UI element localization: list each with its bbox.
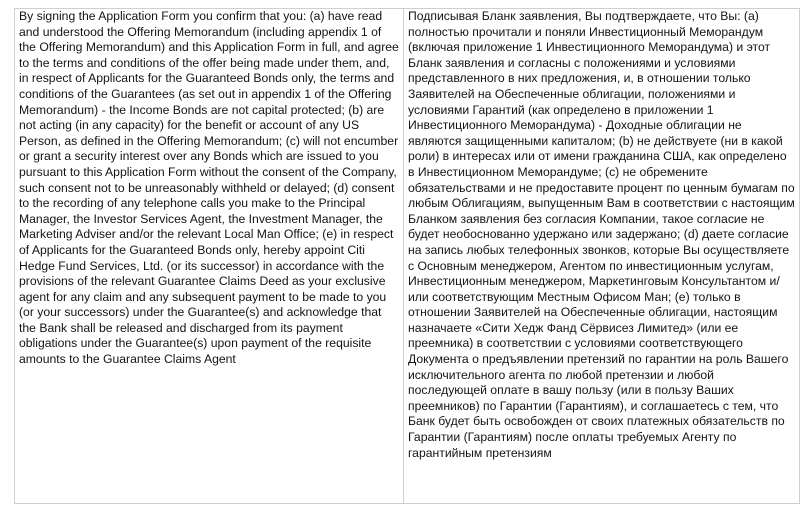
bilingual-terms-table [14,8,800,504]
english-terms-cell: By signing the Application Form you confirm that you: (a) have read and understood the Offering Memorandum (including appendix 1 of the Offering Memorandum) and this Application Form in full, and agree to the terms and conditions of the offer being made under them, and, in respect of Applicants for the Guaranteed Bonds only, the terms and conditions of the Guarantees (as set out in appendix 1 of the Offering Memorandum) - the Income Bonds are not capital protected; (b) are not acting (in any capacity) for the benefit or account of any US Person, as defined in the Offering Memorandum; (c) will not encumber or grant a security interest over any Bonds which are issued to you pursuant to this Application Form without the consent of the Company, such consent not to be unreasonably withheld or delayed; (d) consent to the recording of any telephone calls you make to the Principal Manager, the Investor Services Agent, the Investment Manager, the Marketing Adviser and/or the relevant Local Man Office; (e) in respect of Applicants for the Guaranteed Bonds only, hereby appoint Citi Hedge Fund Services, Ltd. (or its successor) in accordance with the provisions of the relevant Guarantee Claims Deed as your exclusive agent for any claim and any subsequent payment to be made to you (or your successors) under the Guarantee(s) and acknowledge that the Bank shall be released and discharged from its payment obligations under the Guarantee(s) upon payment of the requisite amounts to the Guarantee Claims Agent [15,9,404,504]
table-row [15,9,800,504]
russian-terms-cell: Подписывая Бланк заявления, Вы подтверждаете, что Вы: (a) полностью прочитали и поняли Инвестиционный Меморандум (включая приложение 1 Инвестиционного Меморандума) и этот Бланк заявления и согласны с положениями и условиями представленного в них предложения, и, в отношении только Заявителей на Обеспеченные облигации, положениями и условиями Гарантий (как определено в приложении 1 Инвестиционного Меморандума) - Доходные облигации не являются защищенными капиталом; (b) не действуете (ни в какой роли) в интересах или от имени гражданина США, как определено в Инвестиционном Меморандуме; (c) не обремените обязательствами и не предоставите процент по ценным бумагам по любым Облигациям, выпущенным Вам в соответствии с настоящим Бланком заявления без согласия Компании, такое согласие не будет необоснованно удержано или задержано; (d) даете согласие на запись любых телефонных звонков, которые Вы осуществляете с Основным менеджером, Агентом по инвестиционным услугам, Инвестиционным менеджером, Маркетинговым Консультантом и/или соответствующим Местным Офисом Ман; (e) только в отношении Заявителей на Обеспеченные облигации, настоящим назначаете «Сити Хедж Фанд Сёрвисез Лимитед» (или ее преемника) в соответствии с условиями соответствующего Документа о предъявлении претензий по гарантии на роль Вашего исключительного агента по любой претензии и любой последующей оплате в вашу пользу (или в пользу Ваших преемников) по Гарантии (Гарантиям), и соглашаетесь с тем, что Банк будет быть освобожден от своих платежных обязательств по Гарантии (Гарантиям) после оплаты требуемых Агенту по гарантийным претензиям [404,9,800,504]
